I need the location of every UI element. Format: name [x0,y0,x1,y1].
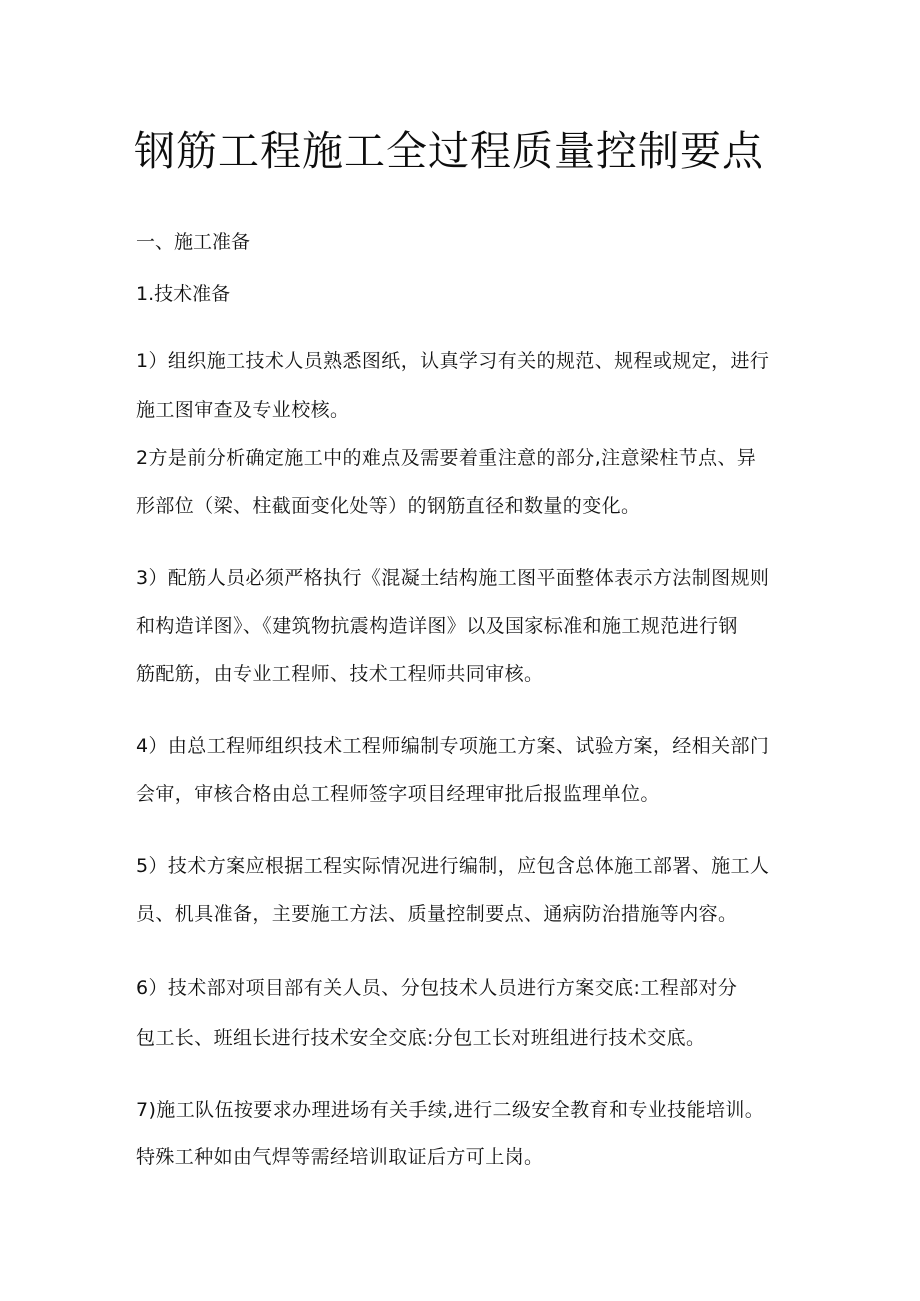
paragraph-line: 员、机具准备，主要施工方法、质量控制要点、通病防治措施等内容。 [136,903,738,925]
paragraph-line: 2方是前分析确定施工中的难点及需要着重注意的部分,注意梁柱节点、异 [136,447,757,469]
subsection-heading: 1.技术准备 [136,283,231,305]
paragraph-line: 形部位（梁、柱截面变化处等）的钢筋直径和数量的变化。 [136,495,641,517]
paragraph-line: 筋配筋，由专业工程师、技术工程师共同审核。 [136,663,544,685]
paragraph-line: 特殊工种如由气焊等需经培训取证后方可上岗。 [136,1146,544,1168]
paragraph-line: 5）技术方案应根据工程实际情况进行编制，应包含总体施工部署、施工人 [136,855,770,877]
paragraph-line: 7)施工队伍按要求办理进场有关手续,进行二级安全教育和专业技能培训。 [136,1099,765,1121]
paragraph-line: 施工图审查及专业校核。 [136,399,350,421]
paragraph-line: 4）由总工程师组织技术工程师编制专项施工方案、试验方案，经相关部门 [136,735,770,757]
paragraph-line: 6）技术部对项目部有关人员、分包技术人员进行方案交底:工程部对分 [136,977,738,999]
paragraph-line: 和构造详图》、《建筑物抗震构造详图》以及国家标准和施工规范进行钢 [136,615,738,637]
paragraph-line: 1）组织施工技术人员熟悉图纸，认真学习有关的规范、规程或规定，进行 [136,350,770,372]
paragraph-line: 会审，审核合格由总工程师签字项目经理审批后报监理单位。 [136,783,660,805]
document-title: 钢筋工程施工全过程质量控制要点 [134,127,764,175]
paragraph-line: 包工长、班组长进行技术安全交底:分包工长对班组进行技术交底。 [136,1027,706,1049]
section-heading: 一、施工准备 [136,231,251,253]
paragraph-line: 3）配筋人员必须严格执行《混凝土结构施工图平面整体表示方法制图规则 [136,567,770,589]
